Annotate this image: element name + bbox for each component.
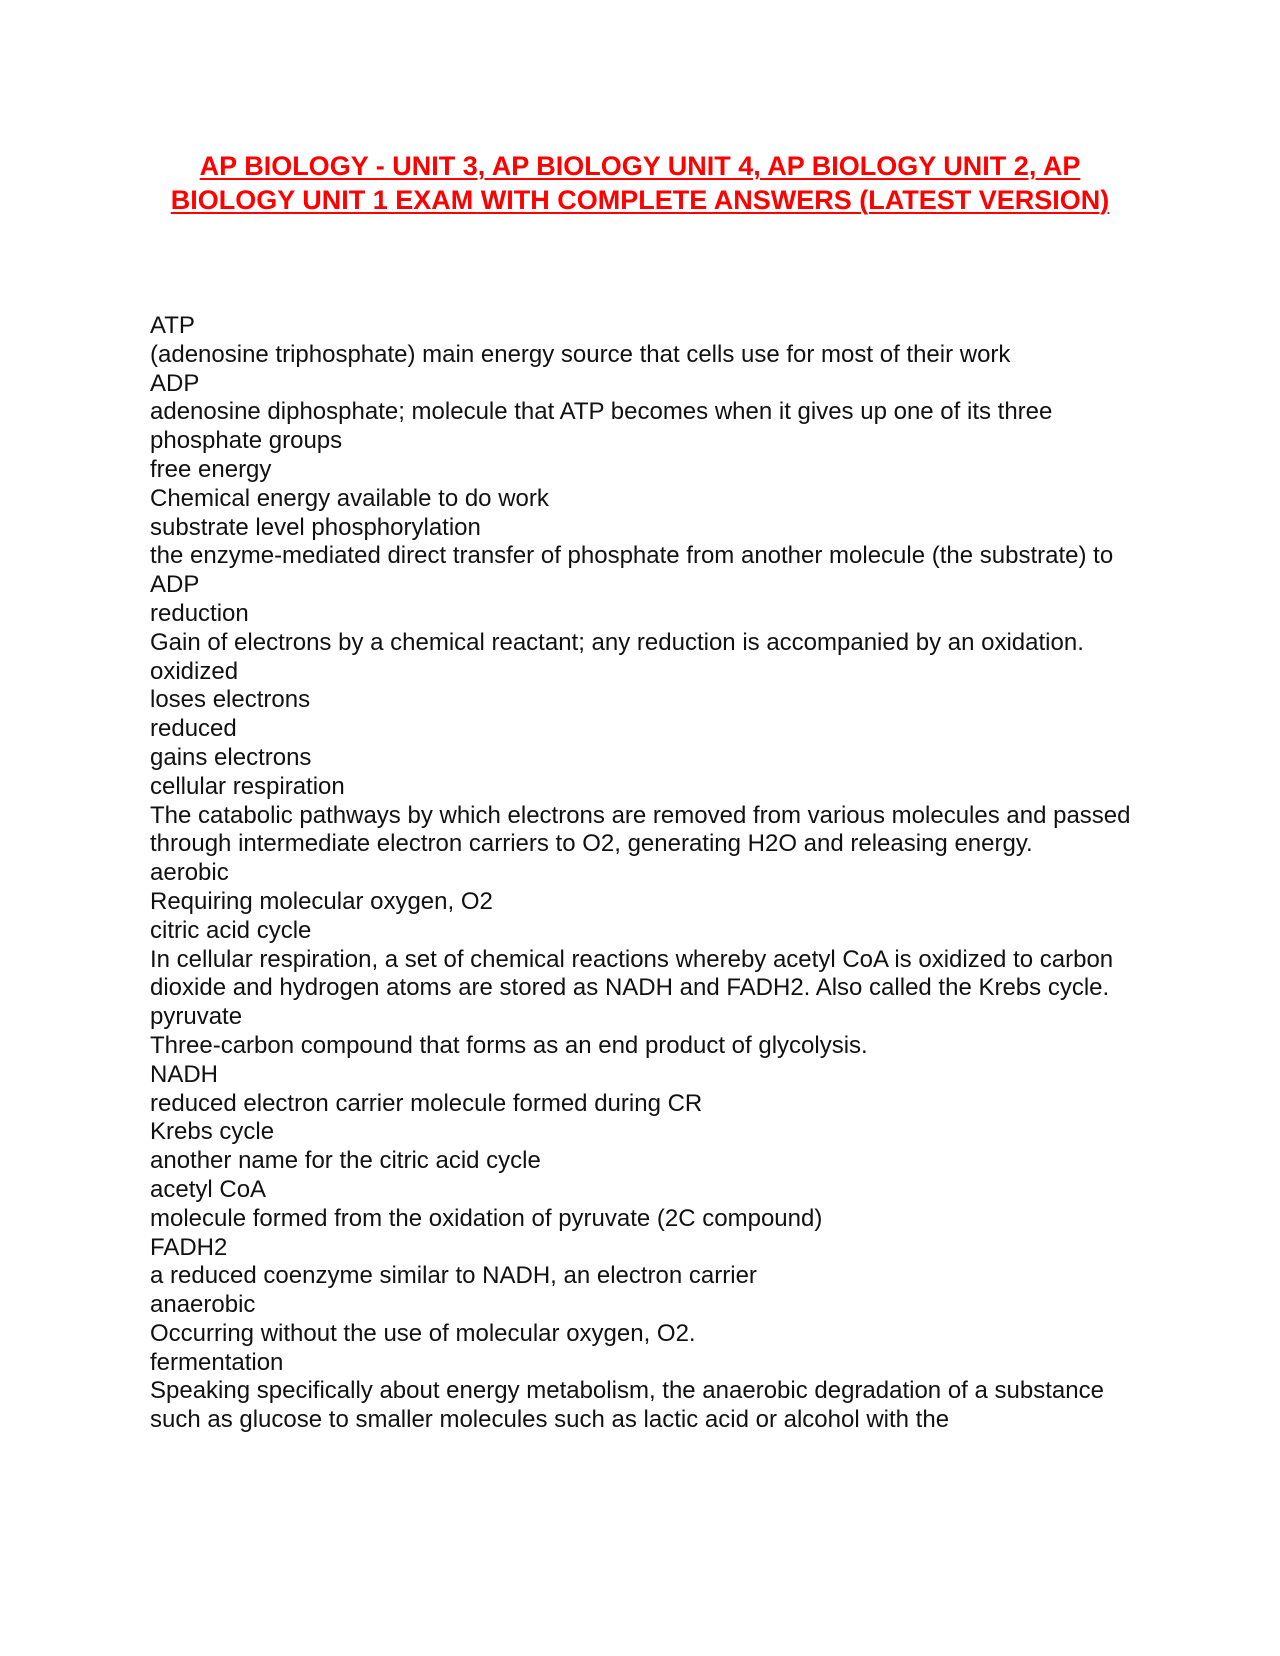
glossary-term: substrate level phosphorylation: [150, 513, 481, 541]
glossary-definition: Gain of electrons by a chemical reactant; any reduction is accompanied by an oxidation.: [150, 628, 1084, 656]
glossary-term: reduced: [150, 715, 237, 743]
glossary-definition: molecule formed from the oxidation of pyruvate (2C compound): [150, 1204, 823, 1232]
glossary-definition: a reduced coenzyme similar to NADH, an electron carrier: [150, 1262, 757, 1290]
glossary-term: NADH: [150, 1060, 219, 1088]
glossary-term: FADH2: [150, 1233, 228, 1261]
glossary-definition: In cellular respiration, a set of chemical reactions whereby acetyl CoA is oxidized to carbon dioxide and hydrogen atoms are stored as NADH and FADH2. Also called the Krebs cycle.: [150, 945, 1114, 1002]
glossary-definition: Chemical energy available to do work: [150, 484, 549, 512]
glossary-term: pyruvate: [150, 1003, 243, 1031]
glossary-definition: another name for the citric acid cycle: [150, 1147, 541, 1175]
glossary-definition: Occurring without the use of molecular oxygen, O2.: [150, 1319, 696, 1347]
glossary-term: anaerobic: [150, 1291, 256, 1319]
glossary-term: oxidized: [150, 657, 239, 685]
glossary-term: acetyl CoA: [150, 1175, 267, 1203]
glossary-definition: reduced electron carrier molecule formed during CR: [150, 1089, 703, 1117]
glossary-definition: loses electrons: [150, 686, 311, 714]
document-title: AP BIOLOGY - UNIT 3, AP BIOLOGY UNIT 4, AP BIOLOGY UNIT 2, AP BIOLOGY UNIT 1 EXAM WITH COMPLETE ANSWERS (LATEST VERSION): [170, 151, 1110, 215]
glossary-definition: Speaking specifically about energy metabolism, the anaerobic degradation of a substance such as glucose to smaller molecules such as lactic acid or alcohol with the: [150, 1377, 1104, 1434]
glossary-definition: the enzyme-mediated direct transfer of phosphate from another molecule (the substrate) to ADP: [150, 542, 1114, 599]
glossary-term: cellular respiration: [150, 772, 345, 800]
glossary-definition: adenosine diphosphate; molecule that ATP becomes when it gives up one of its three phosphate groups: [150, 398, 1053, 455]
glossary-term: free energy: [150, 455, 272, 483]
glossary-term: Krebs cycle: [150, 1118, 275, 1146]
glossary-definition: (adenosine triphosphate) main energy source that cells use for most of their work: [150, 340, 1011, 368]
glossary-term: fermentation: [150, 1348, 284, 1376]
glossary-term: reduction: [150, 599, 249, 627]
glossary-definition: The catabolic pathways by which electrons are removed from various molecules and passed through intermediate electron carriers to O2, generating H2O and releasing energy.: [150, 801, 1131, 858]
glossary-term: ADP: [150, 369, 200, 397]
glossary-definition: Three-carbon compound that forms as an end product of glycolysis.: [150, 1031, 868, 1059]
glossary-term: ATP: [150, 312, 195, 339]
glossary-list: [150, 312, 1140, 1435]
glossary-definition: Requiring molecular oxygen, O2: [150, 887, 493, 915]
glossary-definition: gains electrons: [150, 743, 312, 771]
glossary-term: citric acid cycle: [150, 916, 312, 944]
glossary-term: aerobic: [150, 859, 229, 887]
